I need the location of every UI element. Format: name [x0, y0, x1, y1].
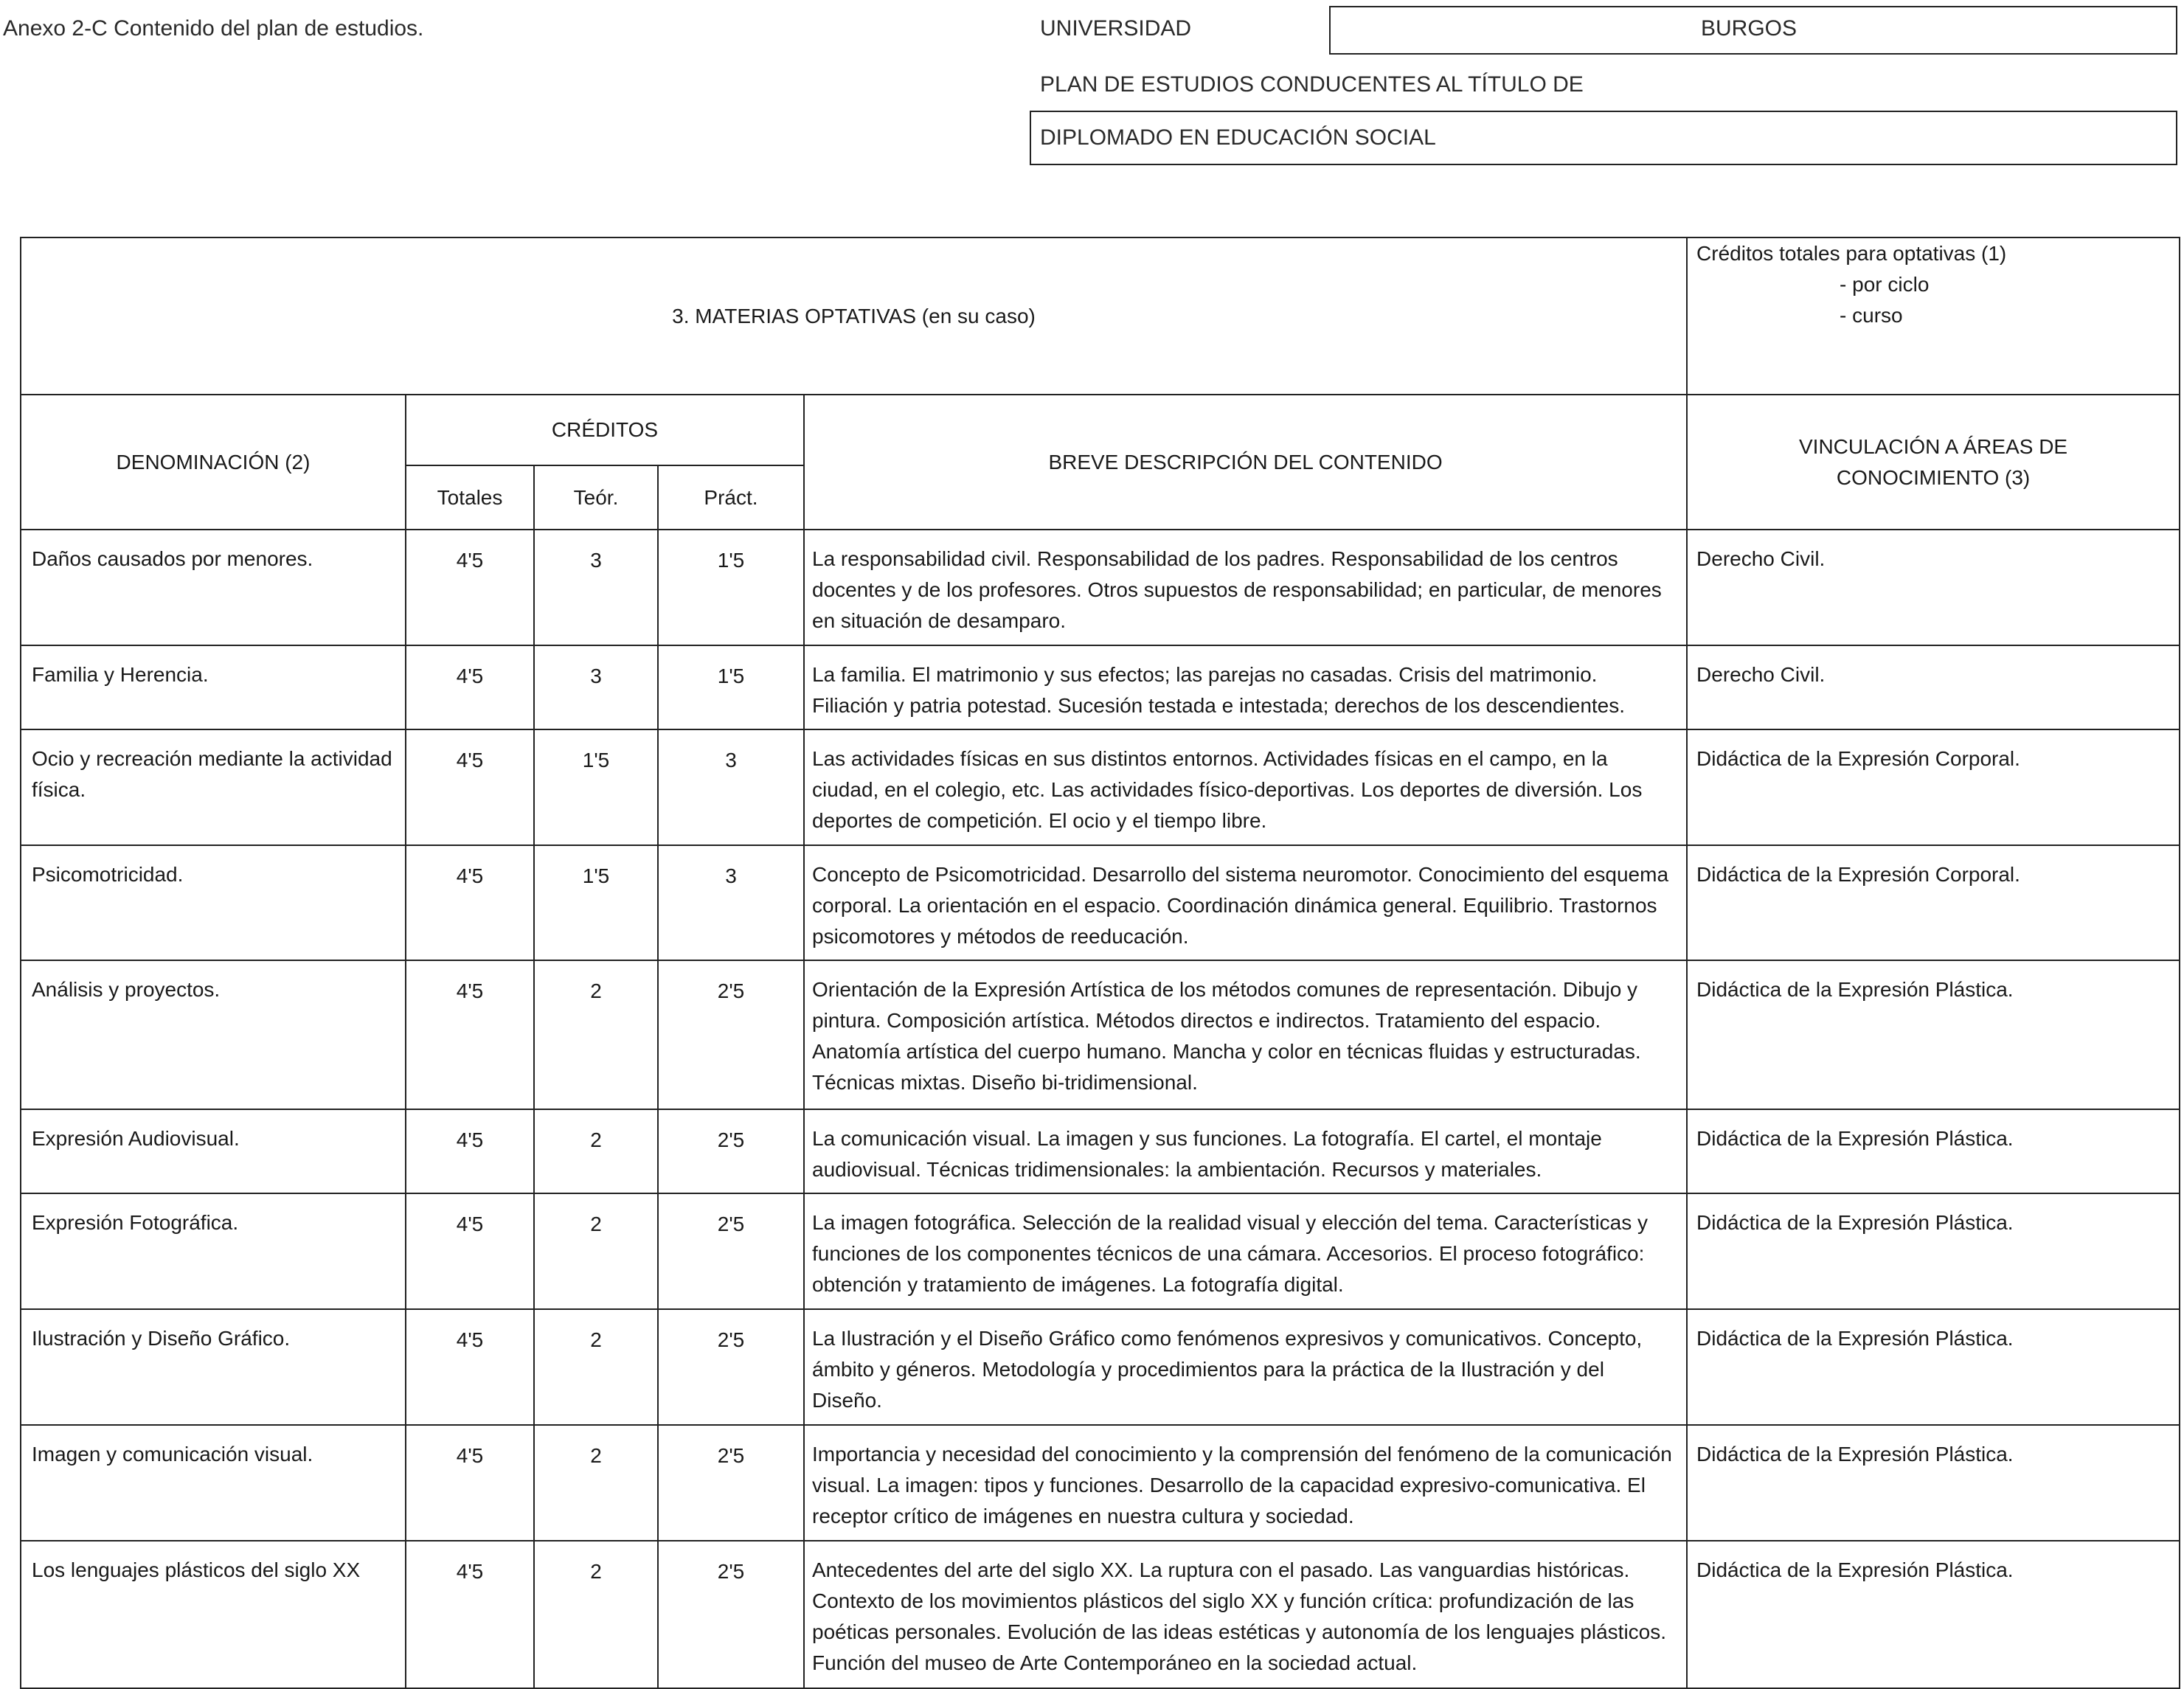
credits-practice: 2'5 [658, 1425, 804, 1541]
knowledge-area: Didáctica de la Expresión Plástica. [1687, 1309, 2180, 1425]
header-teor: Teór. [534, 465, 658, 530]
subject-name: Análisis y proyectos. [21, 960, 406, 1109]
credits-practice: 3 [658, 845, 804, 960]
table-row [21, 645, 2180, 729]
university-label: UNIVERSIDAD [1040, 16, 1192, 41]
subject-description: La Ilustración y el Diseño Gráfico como fenómenos expresivos y comunicativos. Concepto, ámbito y géneros. Metodología y procedimientos para la práctica de la Ilustración y del Diseño. [804, 1309, 1687, 1425]
credits-theory: 2 [534, 1541, 658, 1688]
knowledge-area: Derecho Civil. [1687, 645, 2180, 729]
credits-practice: 1'5 [658, 530, 804, 645]
subject-name: Imagen y comunicación visual. [21, 1425, 406, 1541]
plan-label: PLAN DE ESTUDIOS CONDUCENTES AL TÍTULO DE [1040, 72, 1584, 97]
subject-name: Ocio y recreación mediante la actividad física. [21, 729, 406, 845]
credits-theory: 2 [534, 960, 658, 1109]
credits-total: 4'5 [406, 729, 534, 845]
credits-total: 4'5 [406, 1109, 534, 1193]
header-creditos: CRÉDITOS [406, 395, 804, 465]
credits-theory: 2 [534, 1309, 658, 1425]
table-row [21, 530, 2180, 645]
knowledge-area: Didáctica de la Expresión Plástica. [1687, 1193, 2180, 1309]
credits-total: 4'5 [406, 1309, 534, 1425]
header-descripcion: BREVE DESCRIPCIÓN DEL CONTENIDO [804, 395, 1687, 530]
knowledge-area: Didáctica de la Expresión Corporal. [1687, 729, 2180, 845]
subject-description: La imagen fotográfica. Selección de la realidad visual y elección del tema. Características y funciones de los componentes técnicos de una cámara. Accesorios. El proceso fotográfico: obtención y tratamiento de imágenes. La fotografía digital. [804, 1193, 1687, 1309]
table-row [21, 1309, 2180, 1425]
table-row [21, 960, 2180, 1109]
credits-theory: 1'5 [534, 729, 658, 845]
knowledge-area: Didáctica de la Expresión Plástica. [1687, 1541, 2180, 1688]
header-totales: Totales [406, 465, 534, 530]
knowledge-area: Derecho Civil. [1687, 530, 2180, 645]
header-vinculacion [1687, 395, 2180, 530]
credits-total: 4'5 [406, 1425, 534, 1541]
credits-theory: 3 [534, 645, 658, 729]
knowledge-area: Didáctica de la Expresión Plástica. [1687, 960, 2180, 1109]
section-title: 3. MATERIAS OPTATIVAS (en su caso) [21, 237, 1687, 395]
header-pract: Práct. [658, 465, 804, 530]
credits-total: 4'5 [406, 960, 534, 1109]
annex-label: Anexo 2-C Contenido del plan de estudios. [3, 16, 424, 41]
degree-value: DIPLOMADO EN EDUCACIÓN SOCIAL [1040, 125, 1436, 150]
optional-credits-title: Créditos totales para optativas (1) [1696, 242, 2007, 265]
subject-description: La familia. El matrimonio y sus efectos; las parejas no casadas. Crisis del matrimonio. Filiación y patria potestad. Sucesión testada e intestada; derechos de los descendientes. [804, 645, 1687, 729]
table-row [21, 1541, 2180, 1688]
optional-subjects-table [20, 237, 2180, 1689]
subject-description: Antecedentes del arte del siglo XX. La ruptura con el pasado. Las vanguardias históricas. Contexto de los movimientos plásticos del siglo XX y función crítica: profundización de las poéticas personales. Evolución de las ideas estéticas y autonomía de los lenguajes plásticos. Función del museo de Arte Contemporáneo en la sociedad actual. [804, 1541, 1687, 1688]
credits-practice: 3 [658, 729, 804, 845]
subject-name: Psicomotricidad. [21, 845, 406, 960]
credits-practice: 2'5 [658, 1541, 804, 1688]
credits-theory: 2 [534, 1425, 658, 1541]
credits-total: 4'5 [406, 845, 534, 960]
table-row [21, 1109, 2180, 1193]
subject-description: Orientación de la Expresión Artística de los métodos comunes de representación. Dibujo y pintura. Composición artística. Métodos directos e indirectos. Tratamiento del espacio. Anatomía artística del cuerpo humano. Mancha y color en técnicas fluidas y estructuradas. Técnicas mixtas. Diseño bi-tridimensional. [804, 960, 1687, 1109]
credits-practice: 2'5 [658, 1309, 804, 1425]
header-vinculacion-line2: CONOCIMIENTO (3) [1836, 465, 2031, 489]
credits-total: 4'5 [406, 645, 534, 729]
credits-practice: 2'5 [658, 1193, 804, 1309]
optional-credits-year: - curso [1840, 304, 1903, 327]
subject-name: Ilustración y Diseño Gráfico. [21, 1309, 406, 1425]
table-row [21, 1425, 2180, 1541]
credits-theory: 2 [534, 1193, 658, 1309]
subject-name: Familia y Herencia. [21, 645, 406, 729]
credits-practice: 1'5 [658, 645, 804, 729]
knowledge-area: Didáctica de la Expresión Plástica. [1687, 1109, 2180, 1193]
credits-total: 4'5 [406, 1193, 534, 1309]
credits-theory: 2 [534, 1109, 658, 1193]
optional-credits-cycle: - por ciclo [1840, 273, 1930, 296]
subject-name: Daños causados por menores. [21, 530, 406, 645]
knowledge-area: Didáctica de la Expresión Corporal. [1687, 845, 2180, 960]
subject-description: Las actividades físicas en sus distintos entornos. Actividades físicas en el campo, en la ciudad, en el colegio, etc. Las actividades físico-deportivas. Los deportes de diversión. Los deportes de competición. El ocio y el tiempo libre. [804, 729, 1687, 845]
credits-total: 4'5 [406, 1541, 534, 1688]
header-vinculacion-line1: VINCULACIÓN A ÁREAS DE [1798, 434, 2068, 458]
university-value: BURGOS [1701, 16, 1798, 41]
subject-description: La comunicación visual. La imagen y sus funciones. La fotografía. El cartel, el montaje audiovisual. Técnicas tridimensionales: la ambientación. Recursos y materiales. [804, 1109, 1687, 1193]
subject-name: Los lenguajes plásticos del siglo XX [21, 1541, 406, 1688]
credits-theory: 3 [534, 530, 658, 645]
credits-theory: 1'5 [534, 845, 658, 960]
knowledge-area: Didáctica de la Expresión Plástica. [1687, 1425, 2180, 1541]
optional-credits-box [1687, 237, 2180, 395]
subject-name: Expresión Fotográfica. [21, 1193, 406, 1309]
header-denominacion: DENOMINACIÓN (2) [21, 395, 406, 530]
credits-total: 4'5 [406, 530, 534, 645]
subject-description: Concepto de Psicomotricidad. Desarrollo del sistema neuromotor. Conocimiento del esquema corporal. La orientación en el espacio. Coordinación dinámica general. Equilibrio. Trastornos psicomotores y métodos de reeducación. [804, 845, 1687, 960]
table-row [21, 729, 2180, 845]
subject-name: Expresión Audiovisual. [21, 1109, 406, 1193]
table-row [21, 845, 2180, 960]
subject-description: Importancia y necesidad del conocimiento y la comprensión del fenómeno de la comunicación visual. La imagen: tipos y funciones. Desarrollo de la capacidad expresivo-comunicativa. El receptor crítico de imágenes en nuestra cultura y sociedad. [804, 1425, 1687, 1541]
subject-description: La responsabilidad civil. Responsabilidad de los padres. Responsabilidad de los centros docentes y de los profesores. Otros supuestos de responsabilidad; en particular, de menores en situación de desamparo. [804, 530, 1687, 645]
credits-practice: 2'5 [658, 1109, 804, 1193]
credits-practice: 2'5 [658, 960, 804, 1109]
table-row [21, 1193, 2180, 1309]
